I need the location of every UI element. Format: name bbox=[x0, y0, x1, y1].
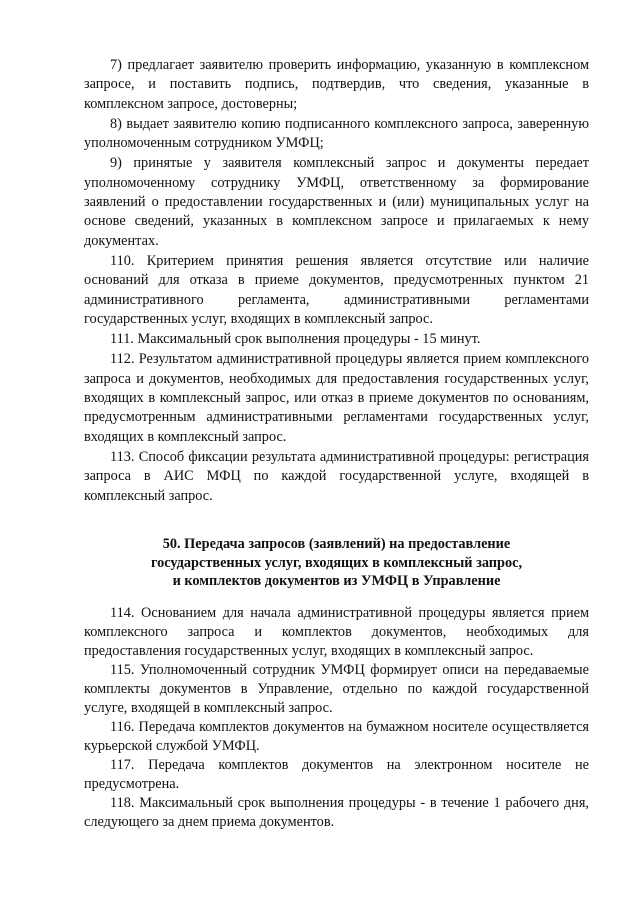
paragraph-115: 115. Уполномоченный сотрудник УМФЦ формирует описи на передаваемые комплекты документов в Управление, отдельно по каждой государственной услуге, входящей в комплексный запрос. bbox=[84, 662, 589, 716]
section-heading bbox=[84, 535, 589, 591]
paragraph-item-7: 7) предлагает заявителю проверить информацию, указанную в комплексном запросе, и поставить подпись, подтвердив, что сведения, указанные в комплексном запросе, достоверны; bbox=[84, 57, 589, 112]
top-text-block bbox=[84, 56, 589, 506]
paragraph-item-9: 9) принятые у заявителя комплексный запрос и документы передает уполномоченному сотруднику УМФЦ, ответственному за формирование заявлений о предоставлении государственных и (или) муниципальных услуг на основе сведений, указанных в комплексном запросе и прилагаемых к нему документах. bbox=[84, 155, 589, 249]
paragraph-118: 118. Максимальный срок выполнения процедуры - в течение 1 рабочего дня, следующего за днем приема документов. bbox=[84, 795, 589, 830]
paragraph-110: 110. Критерием принятия решения является отсутствие или наличие оснований для отказа в приеме документов, предусмотренных пунктом 21 административного регламента, административными регламентами государственных услуг, входящих в комплексный запрос. bbox=[84, 252, 589, 327]
paragraph-114: 114. Основанием для начала административной процедуры является прием комплексного запроса и комплектов документов, необходимых для предоставления государственных услуг, входящих в комплексный запрос. bbox=[84, 605, 589, 659]
bottom-text-block bbox=[84, 604, 589, 832]
paragraph-item-8: 8) выдает заявителю копию подписанного комплексного запроса, заверенную уполномоченным сотрудником УМФЦ; bbox=[84, 115, 589, 152]
paragraph-116: 116. Передача комплектов документов на бумажном носителе осуществляется курьерской службой УМФЦ. bbox=[84, 719, 589, 754]
paragraph-113: 113. Способ фиксации результата административной процедуры: регистрация запроса в АИС МФЦ по каждой государственной услуге, входящей в комплексный запрос. bbox=[84, 448, 589, 504]
paragraph-112: 112. Результатом административной процедуры является прием комплексного запроса и документов, необходимых для предоставления государственных услуг, входящих в комплексный запрос, или отказ в приеме документов по основаниям, предусмотренным административными регламентами государственных услуг, входящих в комплексный запрос. bbox=[84, 351, 589, 445]
paragraph-111: 111. Максимальный срок выполнения процедуры - 15 минут. bbox=[110, 331, 481, 348]
section-heading-line-1: 50. Передача запросов (заявлений) на предоставление bbox=[162, 536, 511, 552]
paragraph-117: 117. Передача комплектов документов на электронном носителе не предусмотрена. bbox=[84, 757, 589, 792]
section-heading-line-3: и комплектов документов из УМФЦ в Управление bbox=[172, 573, 501, 589]
section-heading-line-2: государственных услуг, входящих в комплексный запрос, bbox=[150, 554, 523, 571]
